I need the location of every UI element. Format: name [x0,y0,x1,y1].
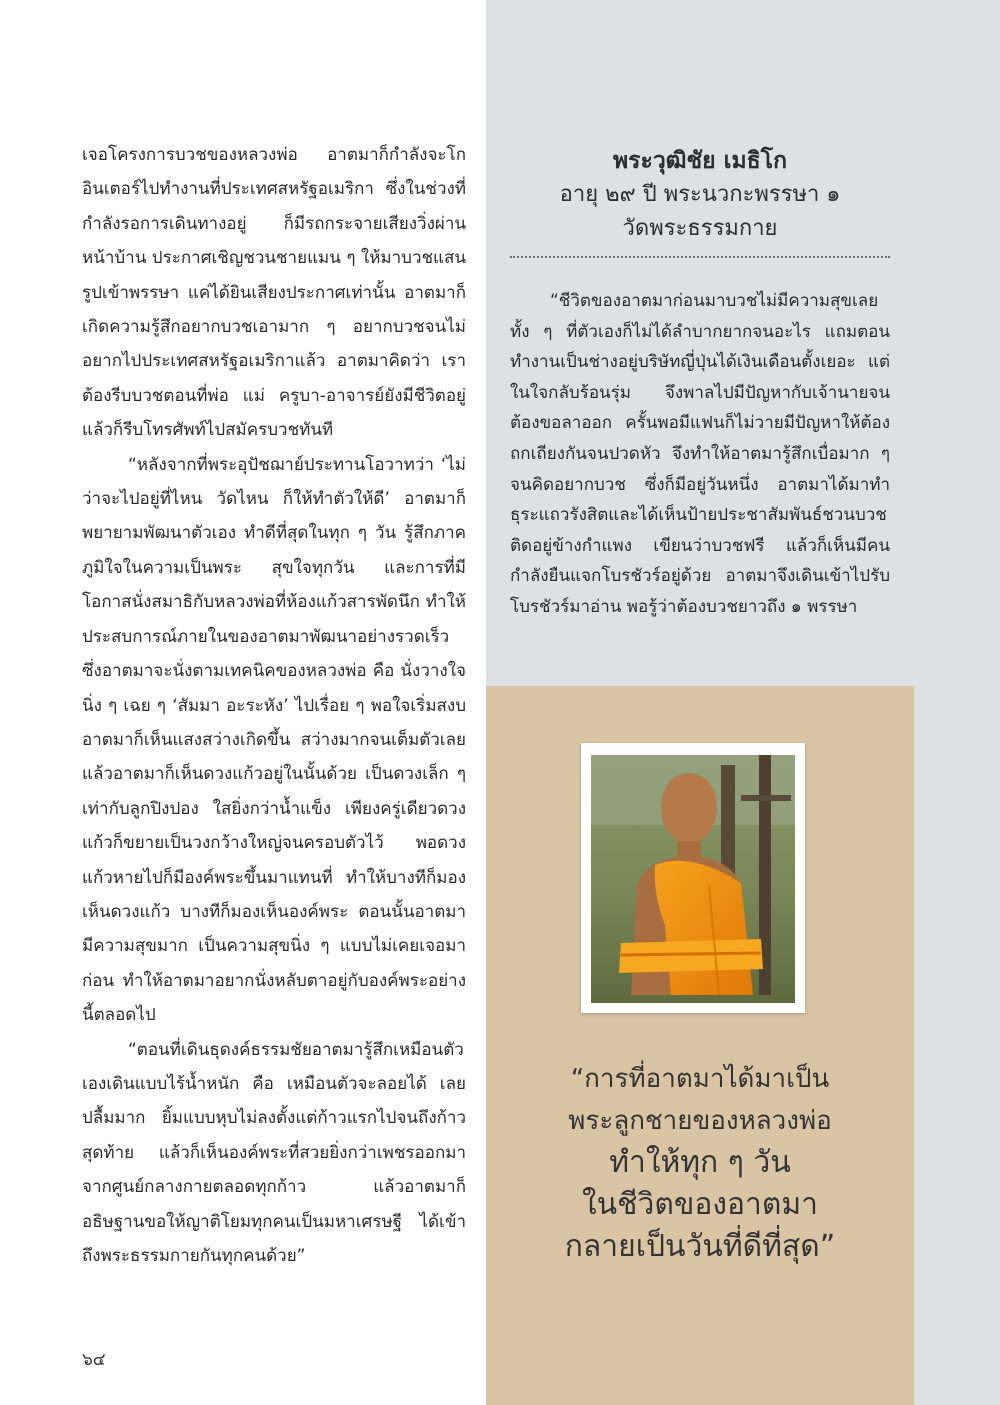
quote-line-2: พระลูกชายของหลวงพ่อ [568,1106,832,1136]
article-paragraph-3: “ตอนที่เดินธุดงค์ธรรมชัยอาตมารู้สึกเหมือนตัวเองเดินแบบไร้น้ำหนัก คือ เหมือนตัวจะลอยได้ เลยปลื้มมาก ยิ้มแบบหุบไม่ลงตั้งแต่ก้าวแรกไปจนถึงก้าวสุดท้าย แล้วก็เห็นองค์พระที่สวยยิ่งกว่าเพชรออกมาจากศูนย์กลางกายตลอดทุกก้าว แล้วอาตมาก็อธิษฐานขอให้ญาติโยมทุกคนเป็นมหาเศรษฐี ได้เข้าถึงพระธรรมกายกันทุกคนด้วย” [82,1039,466,1266]
pull-quote [486,1058,914,1268]
quote-line-1: “การที่อาตมาได้มาเป็น [570,1064,830,1094]
right-edge-stripe [914,0,1000,1405]
quote-line-3: ทำให้ทุก ๆ วัน [609,1145,791,1180]
dotted-divider [510,256,890,258]
quote-line-4: ในชีวิตของอาตมา [582,1187,818,1222]
monk-photo [591,755,795,1003]
monk-temple: วัดพระธรรมกาย [622,216,778,241]
monk-name: พระวุฒิชัย เมธิโก [613,148,787,174]
page-number: ๖๔ [82,1350,106,1370]
article-left-column [82,138,466,1273]
article-paragraph-2: “หลังจากที่พระอุปัชฌาย์ประทานโอวาทว่า ‘ไม่ว่าจะไปอยู่ที่ไหน วัดไหน ก็ให้ทำตัวให้ดี’ อาตมาก็พยายามพัฒนาตัวเอง ทำดีที่สุดในทุก ๆ วัน รู้สึกภาคภูมิใจในความเป็นพระ สุขใจทุกวัน และการที่มีโอกาสนั่งสมาธิกับหลวงพ่อที่ห้องแก้วสารพัดนึก ทำให้ประสบการณ์ภายในของอาตมาพัฒนาอย่างรวดเร็ว ซึ่งอาตมาจะนั่งตามเทคนิคของหลวงพ่อ คือ นั่งวางใจนิ่ง ๆ เฉย ๆ ‘สัมมา อะระหัง’ ไปเรื่อย ๆ พอใจเริ่มสงบ อาตมาก็เห็นแสงสว่างเกิดขึ้น สว่างมากจนเต็มตัวเลย แล้วอาตมาก็เห็นดวงแก้วอยู่ในนั้นด้วย เป็นดวงเล็ก ๆ เท่ากับลูกปิงปอง ใสยิ่งกว่าน้ำแข็ง เพียงครู่เดียวดวงแก้วก็ขยายเป็นวงกว้างใหญ่จนครอบตัวไว้ พอดวงแก้วหายไปก็มีองค์พระขึ้นมาแทนที่ ทำให้บางทีก็มองเห็นดวงแก้ว บางทีก็มองเห็นองค์พระ ตอนนั้นอาตมามีความสุขมาก เป็นความสุขนิ่ง ๆ แบบไม่เคยเจอมาก่อน ทำให้อาตมาอยากนั่งหลับตาอยู่กับองค์พระอย่างนี้ตลอดไป [82,454,466,1026]
profile-heading [486,144,914,246]
profile-intro-text: “ชีวิตของอาตมาก่อนมาบวชไม่มีความสุขเลยทั้ง ๆ ที่ตัวเองก็ไม่ได้ลำบากยากจนอะไร แถมตอนทำงานเป็นช่างอยู่บริษัทญี่ปุ่นได้เงินเดือนตั้งเยอะ แต่ในใจกลับร้อนรุ่ม จึงพาลไปมีปัญหากับเจ้านายจนต้องขอลาออก ครั้นพอมีแฟนก็ไม่วายมีปัญหาให้ต้องถกเถียงกันจนปวดหัว จึงทำให้อาตมารู้สึกเบื่อมาก ๆ จนคิดอยากบวช ซึ่งก็มีอยู่วันหนึ่ง อาตมาได้มาทำธุระแถวรังสิตและได้เห็นป้ายประชาสัมพันธ์ชวนบวชติดอยู่ข้างกำแพง เขียนว่าบวชฟรี แล้วก็เห็นมีคนกำลังยืนแจกโบรชัวร์อยู่ด้วย อาตมาจึงเดินเข้าไปรับโบรชัวร์มาอ่าน พอรู้ว่าต้องบวชยาวถึง ๑ พรรษา [510,291,890,617]
monk-photo-frame [581,743,805,1013]
quote-line-5: กลายเป็นวันที่ดีที่สุด” [564,1229,836,1264]
monk-age-line: อายุ ๒๙ ปี พระนวกะพรรษา ๑ [559,182,841,207]
article-paragraph-1: เจอโครงการบวชของหลวงพ่อ อาตมาก็กำลังจะโกอินเตอร์ไปทำงานที่ประเทศสหรัฐอเมริกา ซึ่งในช่วงที่กำลังรอการเดินทางอยู่ ก็มีรถกระจายเสียงวิ่งผ่านหน้าบ้าน ประกาศเชิญชวนชายแมน ๆ ให้มาบวชแสนรูปเข้าพรรษา แค่ได้ยินเสียงประกาศเท่านั้น อาตมาก็เกิดความรู้สึกอยากบวชเอามาก ๆ อยากบวชจนไม่อยากไปประเทศสหรัฐอเมริกาแล้ว อาตมาคิดว่า เราต้องรีบบวชตอนที่พ่อ แม่ ครูบา-อาจารย์ยังมีชีวิตอยู่ แล้วก็รีบโทรศัพท์ไปสมัครบวชทันที [82,145,466,441]
